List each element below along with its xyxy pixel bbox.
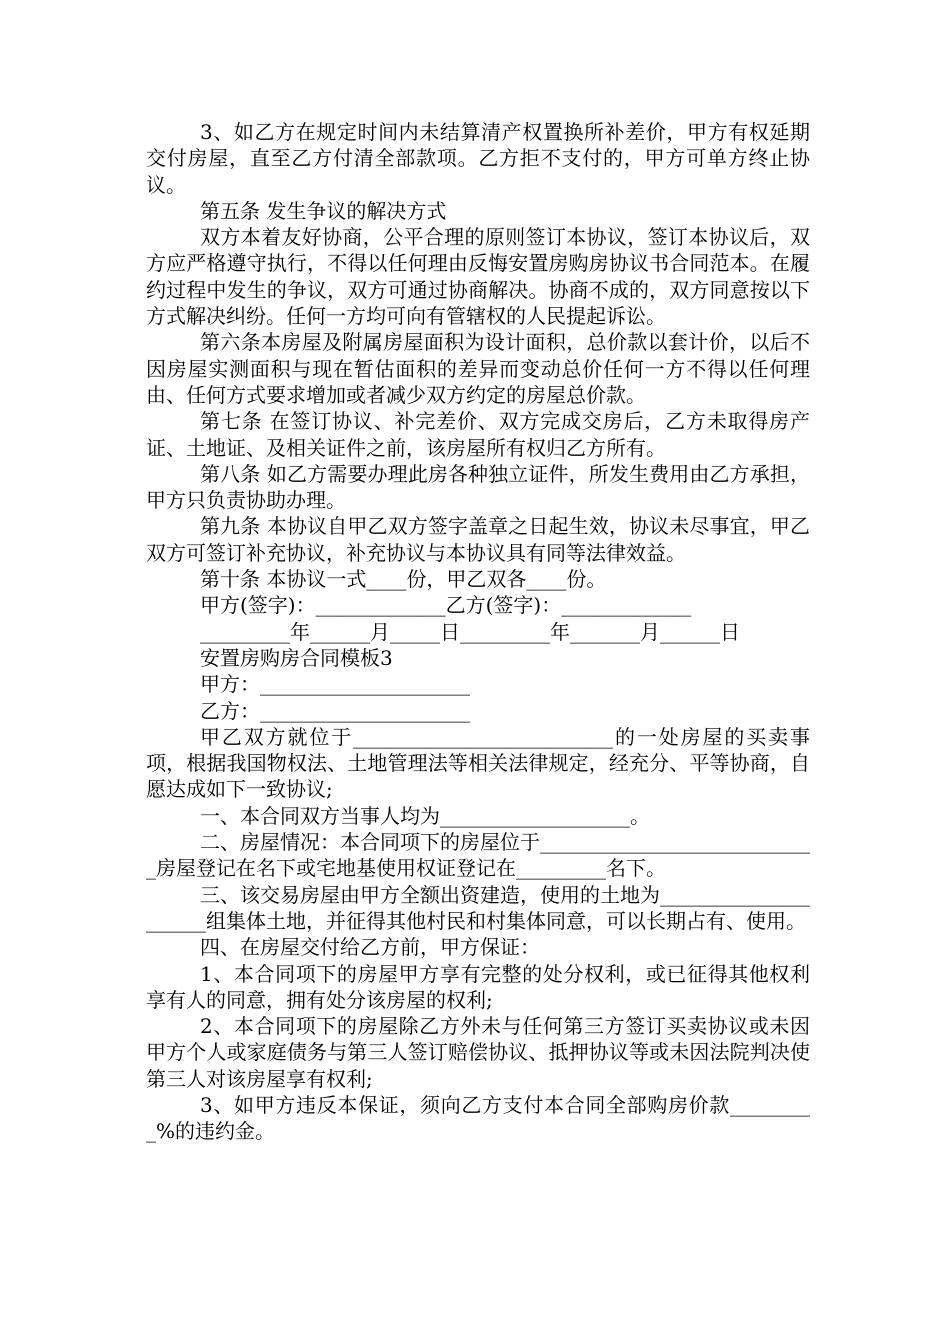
- section-2: 二、房屋情况：本合同项下的房屋位于____________________________房屋登记在名下或宅地基使用权证登记在_________名下。: [146, 830, 810, 881]
- section-4-item-1: 1、本合同项下的房屋甲方享有完整的处分权利，或已征得其他权利享有人的同意，拥有处分该房屋的权利;: [146, 961, 810, 1012]
- section-4-item-3: 3、如甲方违反本保证，须向乙方支付本合同全部购房价款_________%的违约金。: [146, 1092, 810, 1144]
- party-a-line: 甲方：_____________________: [200, 672, 470, 697]
- section-1: 一、本合同双方当事人均为___________________。: [200, 803, 650, 828]
- article-8: 第八条 如乙方需要办理此房各种独立证件，所发生费用由乙方承担，甲方只负责协助办理。: [146, 461, 810, 513]
- section-4-heading: 四、在房屋交付给乙方前，甲方保证：: [200, 935, 540, 960]
- article-5-body: 双方本着友好协商，公平合理的原则签订本协议，签订本协议后，双方应严格遵守执行，不得以任何理由反悔安置房购房协议书合同范本。在履约过程中发生的争议，双方可通过协商解决。协商不成的，双方同意按以下方式解决纠纷。任何一方均可向有管辖权的人民提起诉讼。: [146, 225, 810, 329]
- article-10: 第十条 本协议一式____份，甲乙双各____份。: [200, 567, 607, 592]
- date-line: _________年______月_____日_________年_______月______日: [200, 619, 740, 644]
- article-9: 第九条 本协议自甲乙双方签字盖章之日起生效，协议未尽事宜，甲乙双方可签订补充协议，补充协议与本协议具有同等法律效益。: [146, 514, 810, 565]
- signature-line: 甲方(签字)：_____________乙方(签字)：_____________: [200, 593, 692, 618]
- party-b-line: 乙方：_____________________: [200, 698, 470, 723]
- section-4-item-2: 2、本合同项下的房屋除乙方外未与任何第三方签订买卖协议或未因甲方个人或家庭债务与第三人签订赔偿协议、抵押协议等或未因法院判决使第三人对该房屋享有权利;: [146, 1014, 810, 1091]
- section-3: 三、该交易房屋由甲方全额出资建造，使用的土地为_____________________组集体土地，并征得其他村民和村集体同意，可以长期占有、使用。: [146, 882, 810, 933]
- document-page: [146, 119, 810, 1145]
- clause-4-item-3: 3、如乙方在规定时间内未结算清产权置换所补差价，甲方有权延期交付房屋，直至乙方付清全部款项。乙方拒不支付的，甲方可单方终止协议。: [146, 120, 810, 197]
- article-5-heading: 第五条 发生争议的解决方式: [200, 198, 447, 223]
- template-3-title: 安置房购房合同模板3: [200, 645, 393, 670]
- article-6: 第六条本房屋及附属房屋面积为设计面积，总价款以套计价，以后不因房屋实测面积与现在暂估面积的差异而变动总价任何一方不得以任何理由、任何方式要求增加或者减少双方约定的房屋总价款。: [146, 330, 810, 407]
- preamble: 甲乙双方就位于__________________________的一处房屋的买卖事项，根据我国物权法、土地管理法等相关法律规定，经充分、平等协商，自愿达成如下一致协议;: [146, 724, 810, 802]
- article-7: 第七条 在签订协议、补完差价、双方完成交房后，乙方未取得房产证、土地证、及相关证件之前，该房屋所有权归乙方所有。: [146, 409, 810, 460]
